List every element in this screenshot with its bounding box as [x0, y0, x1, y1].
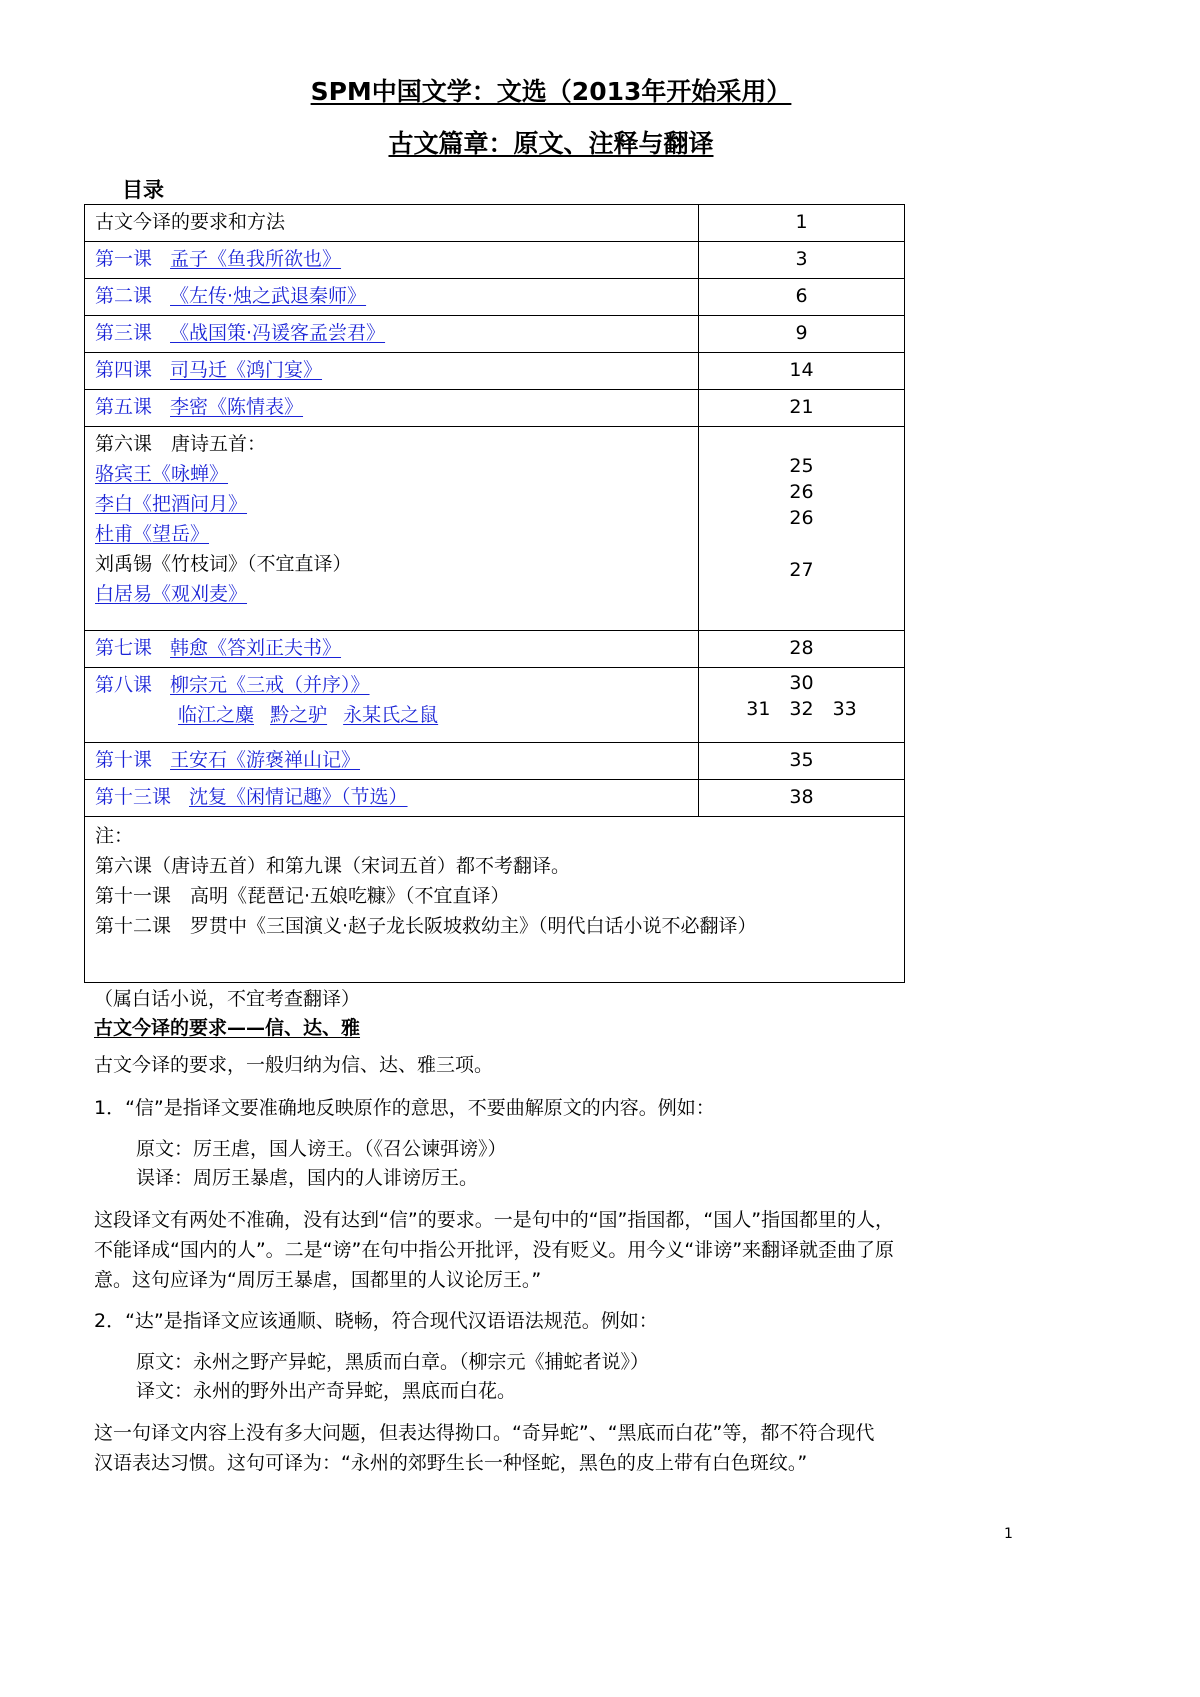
- toc-table: [84, 204, 905, 983]
- toc-intro-page: 1: [699, 205, 905, 242]
- note-line: 第十二课 罗贯中《三国演义·赵子龙长阪坡救幼主》（明代白话小说不必翻译）: [95, 915, 757, 937]
- document-subtitle: 古文篇章：原文、注释与翻译: [388, 129, 714, 158]
- toc-link-lesson-4[interactable]: 第四课 司马迁《鸿门宴》: [95, 359, 323, 381]
- toc-page: 35: [699, 743, 905, 780]
- lesson6-heading: 第六课 唐诗五首：: [95, 433, 267, 455]
- paragraph-da: 2．“达”是指译文应该通顺、晓畅，符合现代汉语语法规范。例如：: [94, 1310, 658, 1332]
- toc-link-lesson-8-sub-2[interactable]: 黔之驴: [270, 704, 328, 726]
- note-line: 第六课（唐诗五首）和第九课（宋词五首）都不考翻译。: [95, 855, 571, 877]
- toc-link-lesson-3[interactable]: 第三课 《战国策·冯谖客孟尝君》: [95, 322, 386, 344]
- poem-1-page: 25: [789, 455, 814, 477]
- toc-link-lesson-8-sub-1[interactable]: 临江之麋: [178, 704, 255, 726]
- explain-1-line-1: 这段译文有两处不准确，没有达到“信”的要求。一是句中的“国”指国都，“国人”指国都里的人，: [94, 1209, 895, 1231]
- toc-link-lesson-1[interactable]: 第一课 孟子《鱼我所欲也》: [95, 248, 342, 270]
- toc-page: 21: [699, 390, 905, 427]
- toc-page: 6: [699, 279, 905, 316]
- toc-intro-label: 古文今译的要求和方法: [85, 205, 699, 242]
- section-heading: 古文今译的要求——信、达、雅: [94, 1017, 361, 1039]
- toc-page: 14: [699, 353, 905, 390]
- toc-notes-row: [85, 817, 905, 983]
- toc-page: 3: [699, 242, 905, 279]
- toc-row: [85, 390, 905, 427]
- explain-2-line-2: 汉语表达习惯。这句可译为：“永州的郊野生长一种怪蛇，黑色的皮上带有白色斑纹。”: [94, 1452, 808, 1474]
- example-2-translation: 译文：永州的野外出产奇异蛇，黑底而白花。: [136, 1380, 517, 1402]
- example-1-original: 原文：厉王虐，国人谤王。（《召公谏弭谤》）: [136, 1138, 507, 1160]
- toc-link-lesson-5[interactable]: 第五课 李密《陈情表》: [95, 396, 304, 418]
- toc-row: [85, 242, 905, 279]
- toc-link-lesson-10[interactable]: 第十课 王安石《游褒禅山记》: [95, 749, 361, 771]
- explain-1-line-2: 不能译成“国内的人”。二是“谤”在句中指公开批评，没有贬义。用今义“诽谤”来翻译就歪曲了原: [94, 1239, 895, 1261]
- toc-heading: 目录: [122, 178, 164, 202]
- poem-3-page: 26: [789, 507, 814, 529]
- toc-page: 38: [699, 780, 905, 817]
- toc-row-intro: [85, 205, 905, 242]
- toc-row-lesson-6: [85, 427, 905, 631]
- poem-4-page: 27: [789, 559, 814, 581]
- toc-page: 9: [699, 316, 905, 353]
- toc-row-lesson-13: [85, 780, 905, 817]
- toc-row: [85, 279, 905, 316]
- toc-row-lesson-7: [85, 631, 905, 668]
- toc-row: [85, 353, 905, 390]
- toc-page: 28: [699, 631, 905, 668]
- lesson8-sub-pages: 31 32 33: [746, 698, 857, 720]
- toc-link-poem-3[interactable]: 杜甫《望岳》: [95, 523, 210, 545]
- section-intro: 古文今译的要求，一般归纳为信、达、雅三项。: [94, 1054, 494, 1076]
- after-table-note: （属白话小说，不宜考查翻译）: [94, 988, 361, 1010]
- poem-4-label: 刘禹锡《竹枝词》（不宜直译）: [95, 553, 352, 575]
- toc-row-lesson-8: [85, 668, 905, 743]
- page-number: 1: [1004, 1526, 1013, 1542]
- poem-2-page: 26: [789, 481, 814, 503]
- toc-link-poem-2[interactable]: 李白《把酒问月》: [95, 493, 248, 515]
- paragraph-xin: 1．“信”是指译文要准确地反映原作的意思，不要曲解原文的内容。例如：: [94, 1097, 715, 1119]
- toc-link-poem-5[interactable]: 白居易《观刈麦》: [95, 583, 248, 605]
- explain-2-line-1: 这一句译文内容上没有多大问题，但表达得拗口。“奇异蛇”、“黑底而白花”等，都不符合现代: [94, 1422, 875, 1444]
- example-2-original: 原文：永州之野产异蛇，黑质而白章。（柳宗元《捕蛇者说》）: [136, 1351, 650, 1373]
- lesson8-page: 30: [789, 672, 814, 694]
- toc-row-lesson-10: [85, 743, 905, 780]
- document-title: SPM中国文学：文选（2013年开始采用）: [310, 77, 792, 106]
- note-line: 第十一课 高明《琵琶记·五娘吃糠》（不宜直译）: [95, 885, 510, 907]
- toc-link-lesson-8-sub-3[interactable]: 永某氏之鼠: [343, 704, 439, 726]
- explain-1-line-3: 意。这句应译为“周厉王暴虐，国都里的人议论厉王。”: [94, 1269, 542, 1291]
- toc-link-lesson-2[interactable]: 第二课 《左传·烛之武退秦师》: [95, 285, 367, 307]
- example-1-wrong: 误译：周厉王暴虐，国内的人诽谤厉王。: [136, 1167, 479, 1189]
- toc-link-lesson-7[interactable]: 第七课 韩愈《答刘正夫书》: [95, 637, 342, 659]
- toc-link-lesson-8[interactable]: 第八课 柳宗元《三戒（并序）》: [95, 674, 370, 696]
- toc-link-lesson-13[interactable]: 第十三课 沈复《闲情记趣》（节选）: [95, 786, 408, 808]
- toc-link-poem-1[interactable]: 骆宾王《咏蝉》: [95, 463, 229, 485]
- note-line: 注：: [95, 825, 134, 847]
- toc-row: [85, 316, 905, 353]
